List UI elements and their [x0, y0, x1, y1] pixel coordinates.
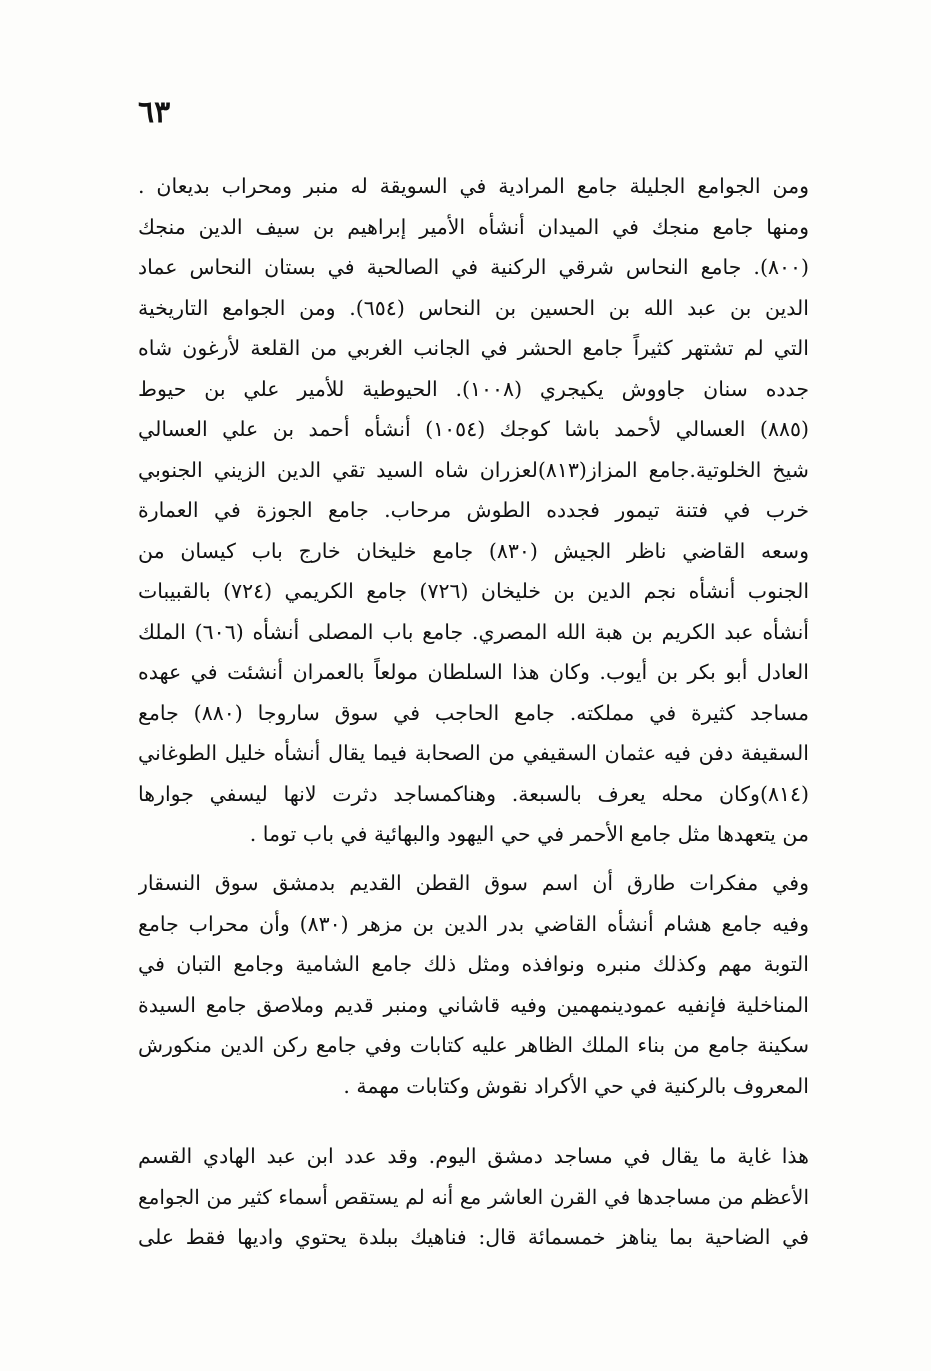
text-line: في الضاحية بما يناهز خمسمائة قال: فناهيك ببلدة يحتوي واديها فقط على: [138, 1225, 809, 1249]
text-line: السقيفة دفن فيه عثمان السقيفي من الصحابة فيما يقال أنشأه خليل الطوغاني: [138, 741, 809, 765]
text-line: وفي مفكرات طارق أن اسم سوق القطن القديم بدمشق سوق النسقار: [138, 871, 809, 895]
text-line: خرب في فتنة تيمور فجدده الطوش مرحاب. جامع الجوزة في العمارة: [138, 498, 809, 522]
text-line: التوبة مهم وكذلك منبره ونوافذه ومثل ذلك جامع الشامية وجامع التبان في: [138, 952, 809, 976]
paragraph-3: [138, 1136, 809, 1258]
text-line: التي لم تشتهر كثيراً جامع الحشر في الجانب الغربي من القلعة لأرغون شاه: [138, 336, 809, 360]
text-line: من يتعهدها مثل جامع الأحمر في حي اليهود والبهائية في باب توما .: [249, 822, 809, 846]
text-line: ومنها جامع منجك في الميدان أنشأه الأمير إبراهيم بن سيف الدين منجك: [138, 214, 809, 239]
paragraph-2: [138, 863, 809, 1106]
text-line: أنشأه عبد الكريم بن هبة الله المصري. جامع باب المصلى أنشأه (٦٠٦) الملك: [138, 619, 809, 644]
text-line: الأعظم من مساجدها في القرن العاشر مع أنه لم يستقص أسماء كثير من الجوامع: [138, 1184, 809, 1209]
text-line: شيخ الخلوتية.جامع المزاز(٨١٣)لعزران شاه السيد تقي الدين الزيني الجنوبي: [138, 457, 809, 482]
text-line: سكينة جامع من بناء الملك الظاهر عليه كتابات وفي جامع ركن الدين منكورش: [138, 1033, 809, 1057]
text-line: (٨٨٥) العسالي لأحمد باشا كوجك (١٠٥٤) أنشأه أحمد بن علي العسالي: [138, 417, 809, 441]
text-line: (٨١٤)وكان محله يعرف بالسبعة. وهناكمساجد دثرت لانها ليسفي جوارها: [138, 781, 809, 806]
text-line: جدده سنان جاووش يكيجري (١٠٠٨). الحيوطية للأمير علي بن حيوط: [138, 376, 809, 401]
text-line: وسعه القاضي ناظر الجيش (٨٣٠) جامع خليخان خارج باب كيسان من: [138, 538, 809, 563]
text-line: وفيه جامع هشام أنشأه القاضي بدر الدين بن مزهر (٨٣٠) وأن محراب جامع: [138, 911, 809, 936]
text-line: المعروف بالركنية في حي الأكراد نقوش وكتابات مهمة .: [343, 1073, 809, 1098]
text-line: المناخلية فإنفيه عمودينمهمين وفيه قاشاني ومنبر قديم وملاصق جامع السيدة: [138, 992, 809, 1017]
text-line: ومن الجوامع الجليلة جامع المرادية في السويقة له منبر ومحراب بديعان .: [138, 174, 809, 198]
text-line: هذا غاية ما يقال في مساجد دمشق اليوم. وقد عدد ابن عبد الهادي القسم: [138, 1144, 809, 1168]
text-line: الجنوب أنشأه نجم الدين بن خليخان (٧٢٦) جامع الكريمي (٧٢٤) بالقبيبات: [138, 579, 809, 603]
text-line: (٨٠٠). جامع النحاس شرقي الركنية في الصالحية في بستان النحاس عماد: [138, 255, 809, 279]
text-line: الدين بن عبد الله بن الحسين بن النحاس (٦٥٤). ومن الجوامع التاريخية: [138, 295, 809, 320]
text-line: العادل أبو بكر بن أيوب. وكان هذا السلطان مولعاً بالعمران أنشئت في عهده: [138, 660, 809, 684]
text-line: مساجد كثيرة في مملكته. جامع الحاجب في سوق ساروجا (٨٨٠) جامع: [138, 700, 809, 725]
paragraph-1: [138, 166, 809, 855]
page-number: ٦٣: [138, 95, 171, 130]
